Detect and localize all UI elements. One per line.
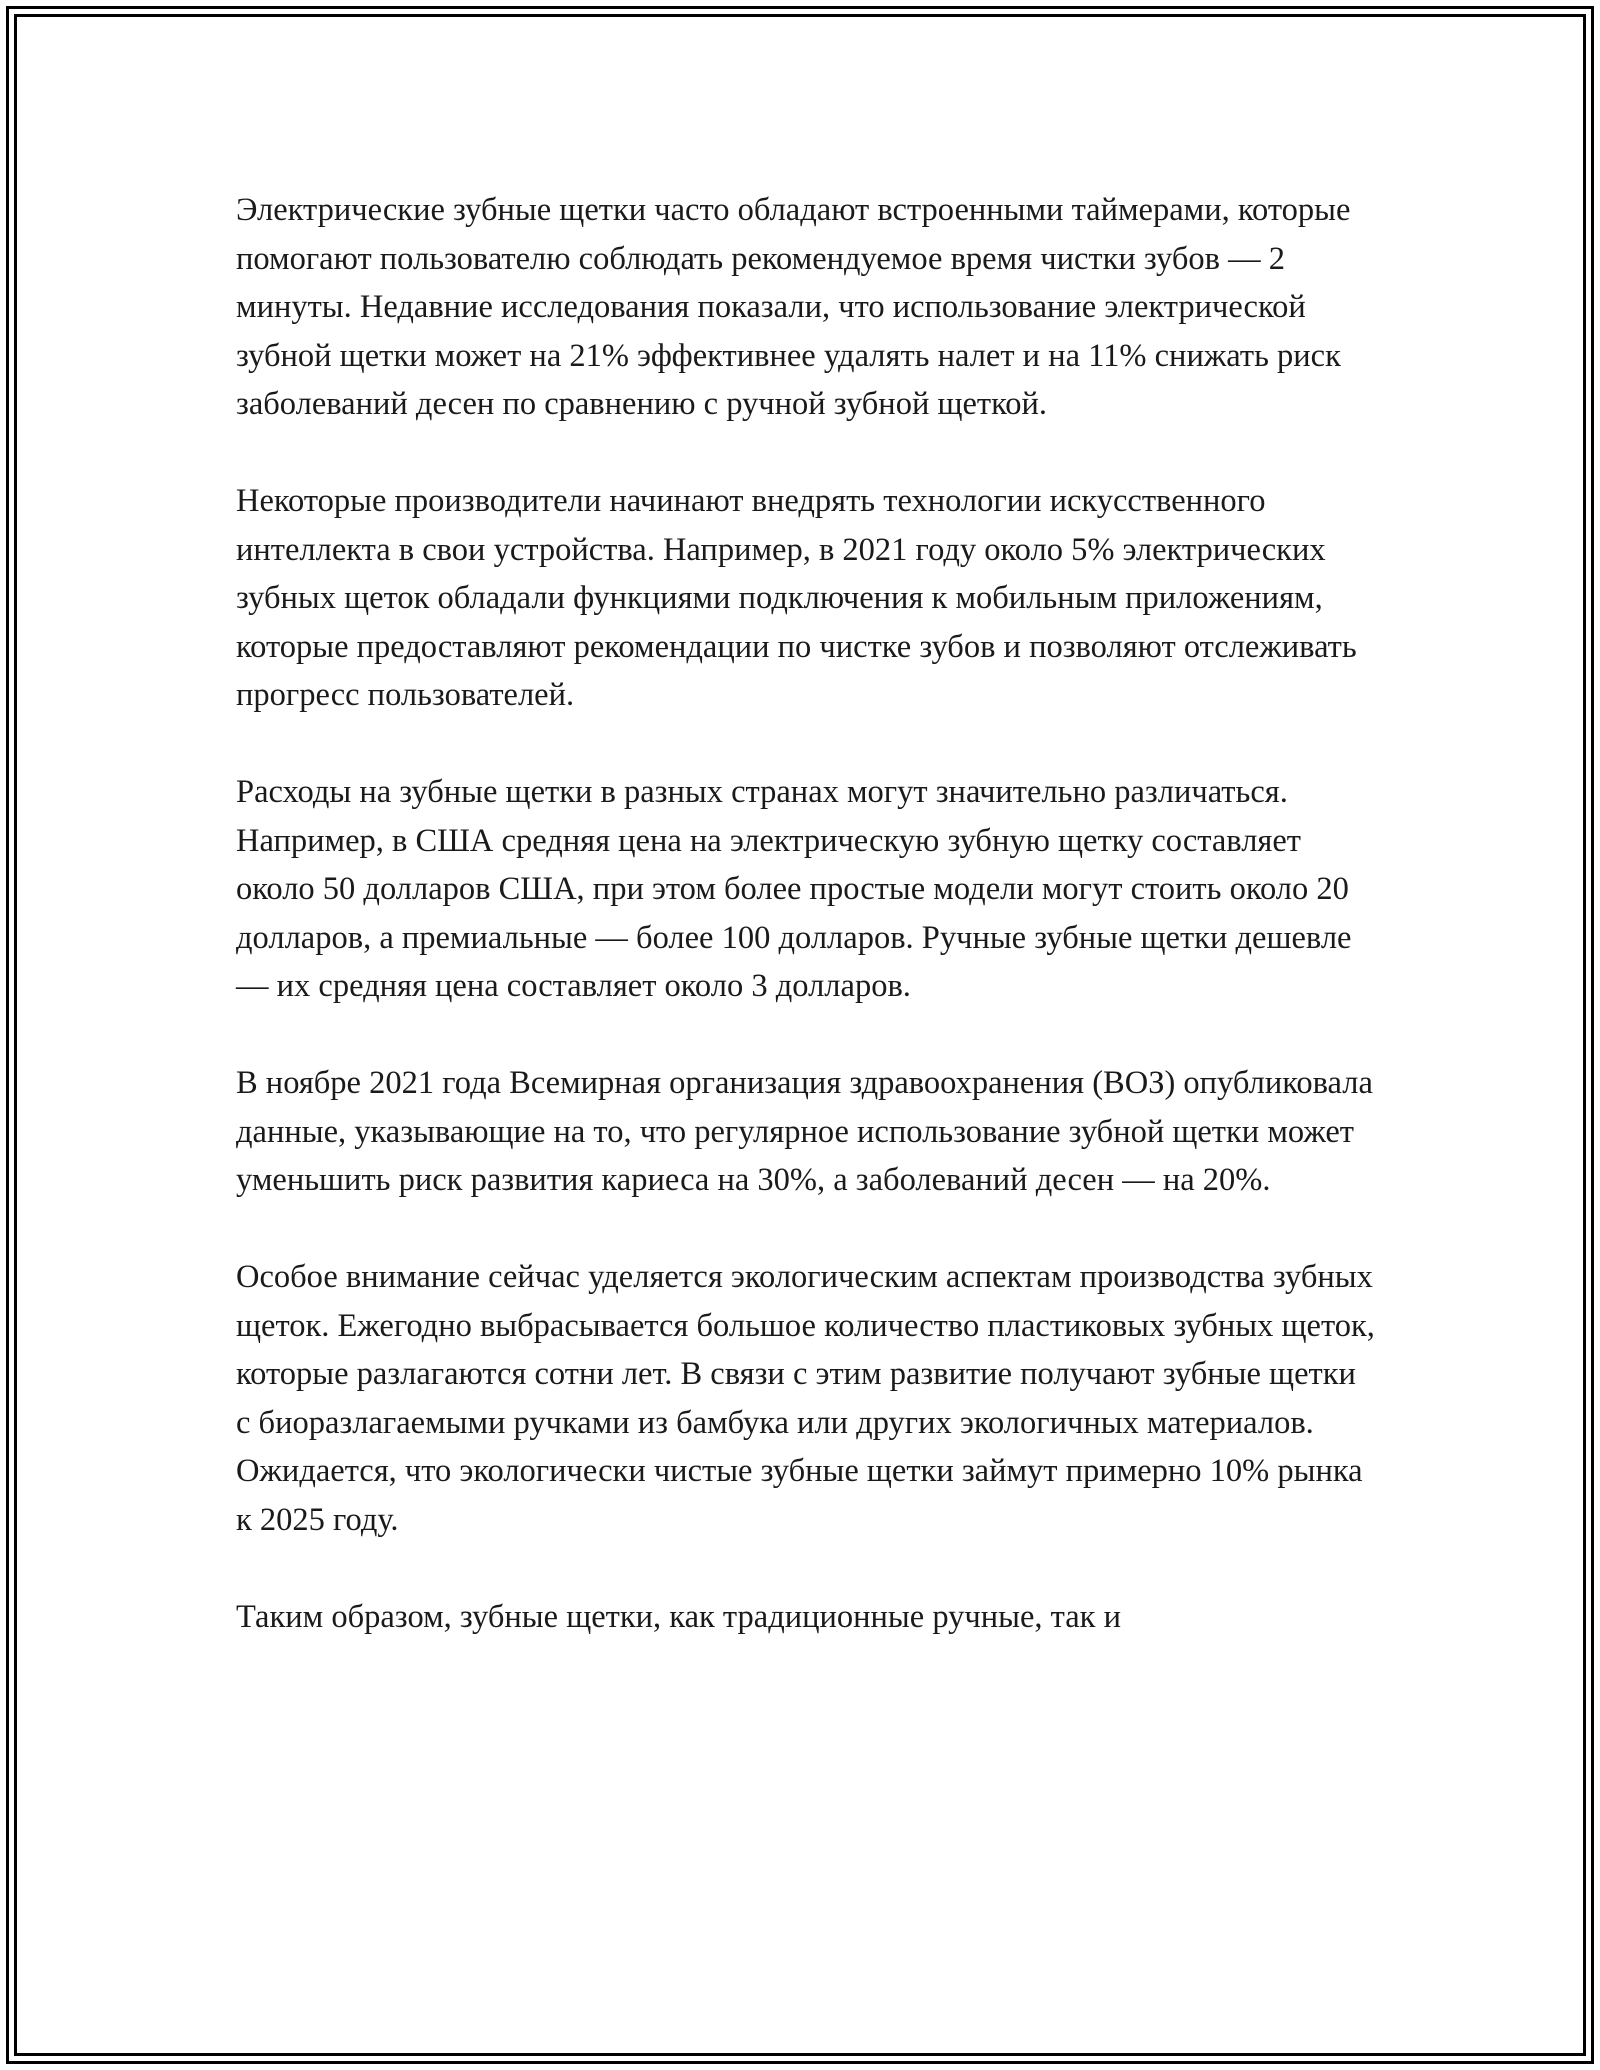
document-body [236, 186, 1376, 1690]
paragraph-ecology: Особое внимание сейчас уделяется экологическим аспектам производства зубных щеток. Ежегодно выбрасывается большое количество пластиковых зубных щеток, которые разлагаются сотни лет. В связи с этим развитие получают зубные щетки с биоразлагаемыми ручками из бамбука или других экологичных материалов. Ожидается, что экологически чистые зубные щетки займут примерно 10% рынка к 2025 году. [236, 1259, 1375, 1538]
paragraph-who-data: В ноябре 2021 года Всемирная организация здравоохранения (ВОЗ) опубликовала данные, указывающие на то, что регулярное использование зубной щетки может уменьшить риск развития кариеса на 30%, а заболеваний десен — на 20%. [236, 1065, 1373, 1198]
paragraph-ai-technology: Некоторые производители начинают внедрять технологии искусственного интеллекта в свои устройства. Например, в 2021 году около 5% электрических зубных щеток обладали функциями подключения к мобильным приложениям, которые предоставляют рекомендации по чистке зубов и позволяют отслеживать прогресс пользователей. [236, 483, 1357, 713]
paragraph-conclusion: Таким образом, зубные щетки, как традиционные ручные, так и [236, 1598, 1121, 1635]
paragraph-electric-timers: Электрические зубные щетки часто обладают встроенными таймерами, которые помогают пользователю соблюдать рекомендуемое время чистки зубов — 2 минуты. Недавние исследования показали, что использование электрической зубной щетки может на 21% эффективнее удалять налет и на 11% снижать риск заболеваний десен по сравнению с ручной зубной щеткой. [236, 192, 1351, 422]
paragraph-prices: Расходы на зубные щетки в разных странах могут значительно различаться. Например, в США средняя цена на электрическую зубную щетку составляет около 50 долларов США, при этом более простые модели могут стоить около 20 долларов, а премиальные — более 100 долларов. Ручные зубные щетки дешевле — их средняя цена составляет около 3 долларов. [236, 774, 1352, 1004]
